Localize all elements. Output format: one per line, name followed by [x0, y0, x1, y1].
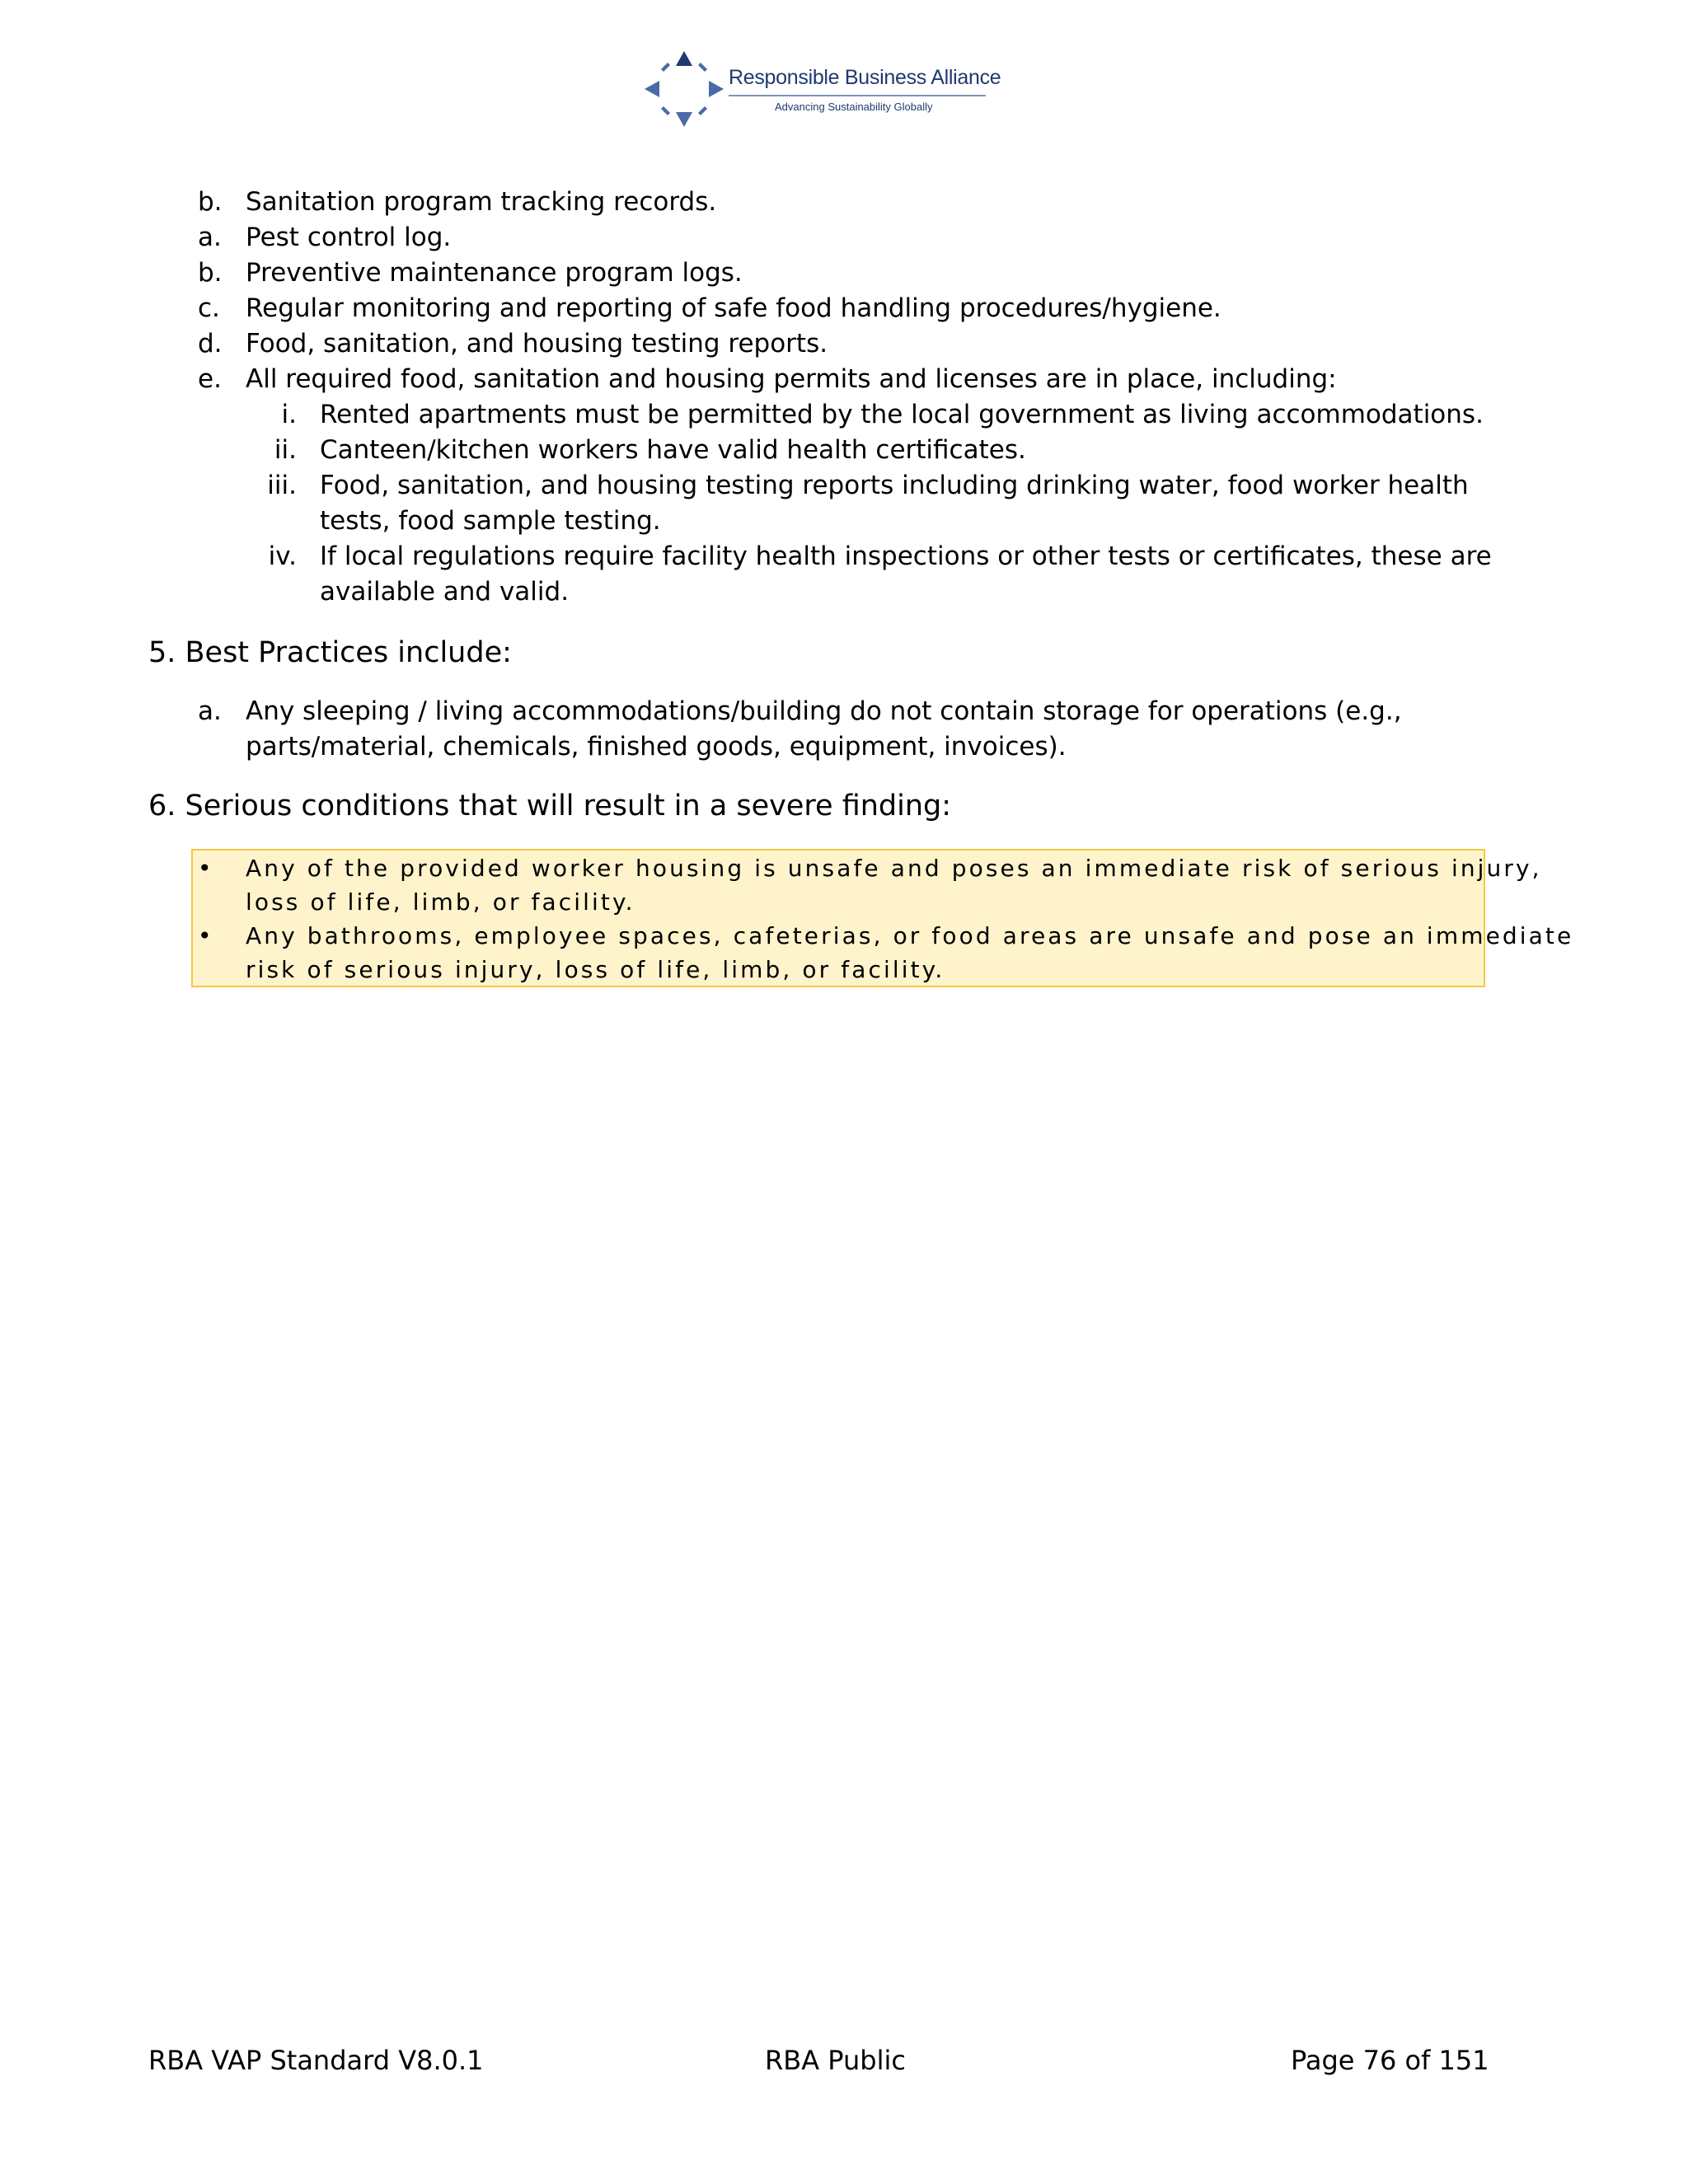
- footer-page-number: Page 76 of 151: [1291, 2045, 1489, 2076]
- sublist-marker: ii.: [274, 435, 297, 465]
- severe-finding-item: Any of the provided worker housing is unsafe and poses an immediate risk of serious injury,: [246, 855, 1542, 882]
- sublist-item: If local regulations require facility health inspections or other tests or certificates, these are: [320, 541, 1492, 571]
- list-marker: d.: [198, 329, 223, 359]
- sublist-marker: i.: [281, 400, 297, 429]
- list-marker: b.: [198, 258, 223, 288]
- severe-finding-item-continuation: loss of life, limb, or facility.: [246, 888, 635, 916]
- footer-document-title: RBA VAP Standard V8.0.1: [148, 2045, 484, 2076]
- list-item: Pest control log.: [246, 223, 452, 252]
- list-marker: c.: [198, 293, 220, 323]
- section-5-heading: 5. Best Practices include:: [148, 636, 512, 669]
- list-marker: b.: [198, 187, 223, 217]
- bullet-icon: •: [198, 922, 212, 949]
- severe-finding-item-continuation: risk of serious injury, loss of life, limb, or facility.: [246, 956, 945, 983]
- bullet-icon: •: [198, 855, 212, 882]
- severe-finding-item: Any bathrooms, employee spaces, cafeterias, or food areas are unsafe and pose an immediate: [246, 922, 1574, 949]
- footer-classification: RBA Public: [765, 2045, 906, 2076]
- list-marker: a.: [198, 223, 222, 252]
- list-item: Sanitation program tracking records.: [246, 187, 717, 217]
- rba-logo: [643, 49, 1006, 132]
- list-item-continuation: parts/material, chemicals, finished goods, equipment, invoices).: [246, 732, 1067, 762]
- logo-title: Responsible Business Alliance: [729, 66, 1001, 89]
- list-marker: e.: [198, 364, 222, 394]
- list-item: Food, sanitation, and housing testing reports.: [246, 329, 828, 359]
- sublist-item: Rented apartments must be permitted by the local government as living accommodations.: [320, 400, 1484, 429]
- severe-findings-highlight-box: [191, 849, 1574, 987]
- list-marker: a.: [198, 696, 222, 726]
- logo-tagline: Advancing Sustainability Globally: [775, 101, 933, 113]
- rba-compass-logo-icon: [643, 49, 725, 132]
- list-item: Regular monitoring and reporting of safe food handling procedures/hygiene.: [246, 293, 1221, 323]
- list-item: Preventive maintenance program logs.: [246, 258, 743, 288]
- sublist-item: Food, sanitation, and housing testing reports including drinking water, food worker health: [320, 471, 1469, 500]
- sublist-item: Canteen/kitchen workers have valid health certificates.: [320, 435, 1026, 465]
- sublist-item-continuation: available and valid.: [320, 577, 570, 607]
- sublist-marker: iv.: [268, 541, 297, 571]
- list-item: All required food, sanitation and housing permits and licenses are in place, including:: [246, 364, 1337, 394]
- section-6-heading: 6. Serious conditions that will result in a severe finding:: [148, 790, 952, 823]
- sublist-item-continuation: tests, food sample testing.: [320, 506, 661, 536]
- list-item: Any sleeping / living accommodations/building do not contain storage for operations (e.g.,: [246, 696, 1402, 726]
- sublist-marker: iii.: [267, 471, 297, 500]
- logo-divider: [729, 95, 986, 96]
